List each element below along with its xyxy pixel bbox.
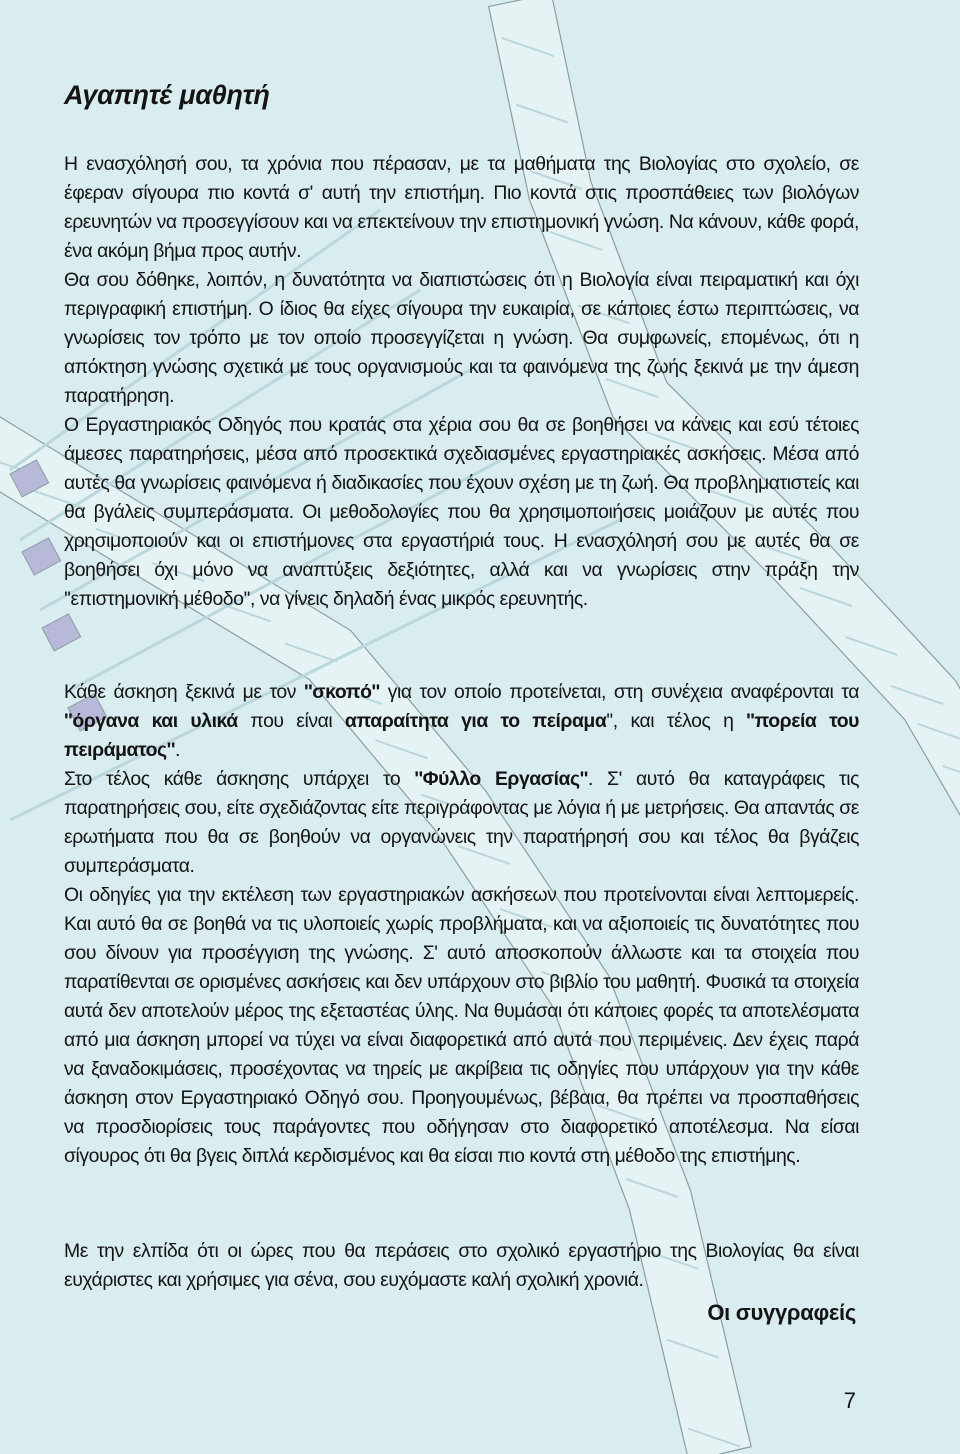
p4-bold-procedure: ''πορεία του πειράματος'' <box>64 710 859 761</box>
p5-text-2: . Σ' αυτό θα καταγράφεις τις παρατηρήσεις σου, είτε σχεδιάζοντας είτε περιγράφοντας με λόγια ή με μετρήσεις. Θα απαντάς σε ερωτήματα που θα σε βοηθούν να οργανώνεις την παρατήρησή σου και τέλος θα βγάζεις συμπεράσματα. <box>64 768 859 877</box>
paragraph-3: Ο Εργαστηριακός Οδηγός που κρατάς στα χέρια σου θα σε βοηθήσει να κάνεις και εσύ τέτοιες άμεσες παρατηρήσεις, μέσα από προσεκτικά σχεδιασμένες εργαστηριακές ασκήσεις. Μέσα από αυτές θα γνωρίσεις φαινόμενα ή διαδικασίες που έχουν σχέση με τη ζωή. Θα προβληματιστείς και θα βγάλεις συμπεράσματα. Οι μεθοδολογίες που θα χρησιμοποιήσεις μοιάζουν με αυτές που χρησιμοποιούν και οι επιστήμονες στα εργαστήριά τους. Η ενασχόλησή σου με αυτές θα σε βοηθήσει όχι μόνο να αναπτύξεις δεξιότητες, αλλά και να γνωρίσεις στην πράξη την ''επιστημονική μέθοδο'', να γίνεις δηλαδή ένας μικρός ερευνητής. <box>64 414 859 610</box>
closing-paragraph: Με την ελπίδα ότι οι ώρες που θα περάσεις στο σχολικό εργαστήριο της Βιολογίας θα είναι ευχάριστες και χρήσιμες για σένα, σου ευχόμαστε καλή σχολική χρονιά. <box>64 1240 859 1291</box>
p4-text-5: . <box>175 739 180 761</box>
p4-bold-materials: ''όργανα και υλικά <box>64 710 238 732</box>
paragraph-5 <box>64 765 859 881</box>
paragraph-4 <box>64 678 859 765</box>
paragraph-1: Η ενασχόλησή σου, τα χρόνια που πέρασαν, με τα μαθήματα της Βιολογίας στο σχολείο, σε έφεραν σίγουρα πιο κοντά σ' αυτή την επιστήμη. Πιο κοντά στις προσπάθειες των βιολόγων ερευνητών να προσεγγίσουν και να επεκτείνουν την επιστημονική γνώση. Να κάνουν, κάθε φορά, ένα ακόμη βήμα προς αυτήν. <box>64 153 859 262</box>
p4-text-1: Κάθε άσκηση ξεκινά με τον <box>64 681 304 703</box>
p4-bold-aim: ''σκοπό'' <box>303 681 380 703</box>
paragraph-2: Θα σου δόθηκε, λοιπόν, η δυνατότητα να διαπιστώσεις ότι η Βιολογία είναι πειραματική και όχι περιγραφική επιστήμη. Ο ίδιος θα είχες σίγουρα την ευκαιρία, σε κάποιες έστω περιπτώσεις, να γνωρίσεις τον τρόπο με τον οποίο προσεγγίζεται η γνώση. Θα συμφωνείς, επομένως, ότι η απόκτηση γνώσης σχετικά με τους οργανισμούς και τα φαινόμενα της ζωής ξεκινά με την άμεση παρατήρηση. <box>64 269 859 407</box>
p5-bold-worksheet: ''Φύλλο Εργασίας'' <box>414 768 588 790</box>
page-heading: Αγαπητέ μαθητή <box>64 80 270 110</box>
paragraph-6: Οι οδηγίες για την εκτέλεση των εργαστηριακών ασκήσεων που προτείνονται είναι λεπτομερείς. Και αυτό θα σε βοηθά να τις υλοποιείς χωρίς προβλήματα, και να αξιοποιείς τις δυνατότητες που σου δίνουν για προσέγγιση της γνώσης. Σ' αυτό αποσκοπούν άλλωστε και τα στοιχεία που παρατίθενται σε ορισμένες ασκήσεις και δεν υπάρχουν στο βιβλίο του μαθητή. Φυσικά τα στοιχεία αυτά δεν αποτελούν μέρος της εξεταστέας ύλης. Να θυμάσαι ότι κάποιες φορές τα αποτελέσματα από μια άσκηση μπορεί να τύχει να είναι διαφορετικά από αυτά που περιμένεις. Δεν έχεις παρά να ξαναδοκιμάσεις, προσέχοντας να τηρείς με ακρίβεια τις οδηγίες που υπάρχουν για την κάθε άσκηση στον Εργαστηριακό Οδηγό σου. Προηγουμένως, βέβαια, θα πρέπει να προσπαθήσεις να προσδιορίσεις τους παράγοντες που οδήγησαν στο διαφορετικό αποτέλεσμα. Να είσαι σίγουρος ότι θα βγεις διπλά κερδισμένος και θα είσαι πιο κοντά στη μέθοδο της επιστήμης. <box>64 884 859 1167</box>
closing-section <box>64 1237 859 1295</box>
p4-bold-necessary: απαραίτητα για το πείραμα <box>344 710 607 732</box>
body-section-1 <box>64 150 859 614</box>
p5-text-1: Στο τέλος κάθε άσκησης υπάρχει το <box>64 768 415 790</box>
signature: Οι συγγραφείς <box>707 1300 856 1325</box>
page-number: 7 <box>843 1388 856 1413</box>
p4-text-3: που είναι <box>237 710 345 732</box>
body-section-2 <box>64 678 859 1171</box>
p4-text-2: για τον οποίο προτείνεται, στη συνέχεια αναφέρονται τα <box>379 681 859 703</box>
p4-text-4: '', και τέλος η <box>606 710 747 732</box>
